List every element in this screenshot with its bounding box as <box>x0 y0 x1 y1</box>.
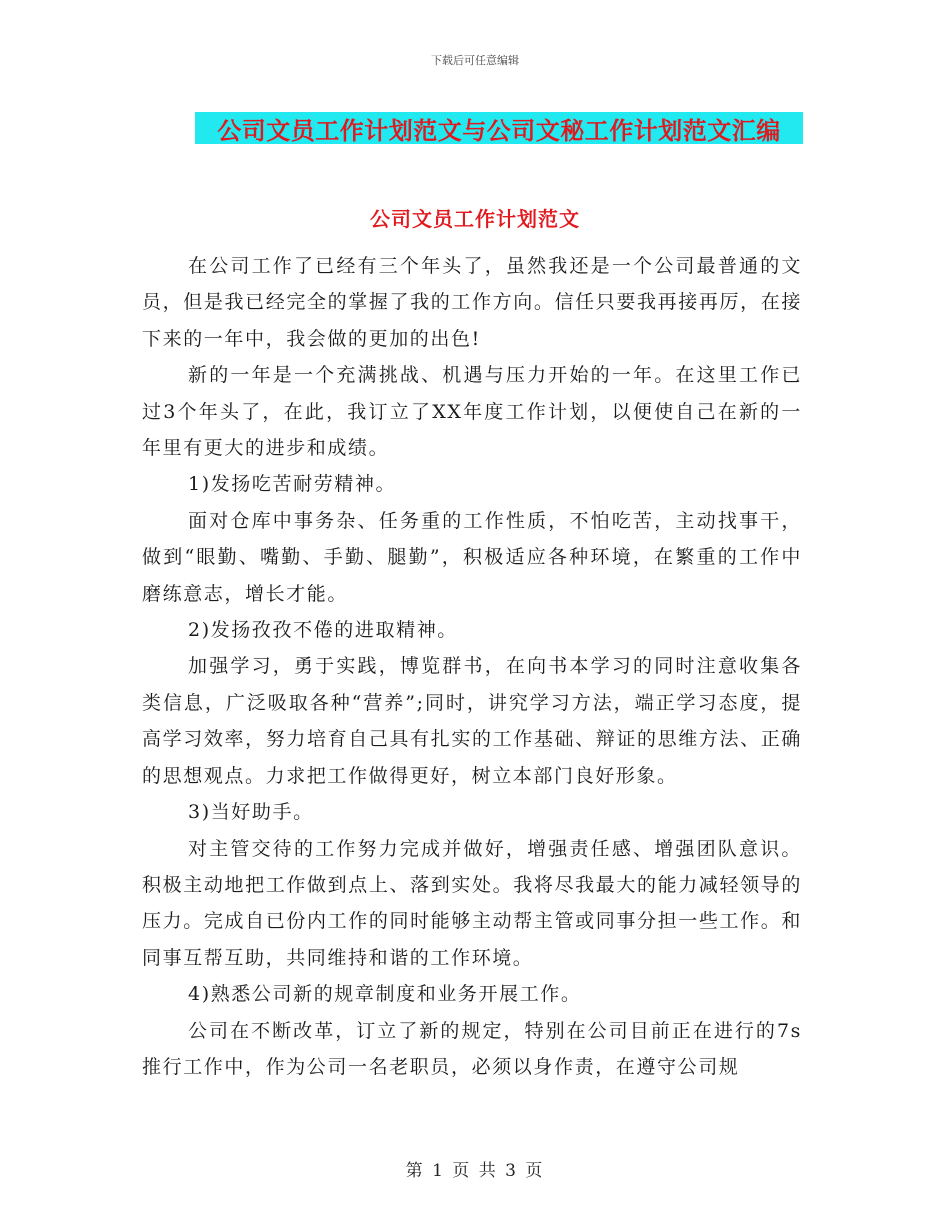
list-heading: 4)熟悉公司新的规章制度和业务开展工作。 <box>188 983 582 1006</box>
main-title-highlight <box>195 112 803 144</box>
section-title: 公司文员工作计划范文 <box>370 207 580 231</box>
paragraph: 对主管交待的工作努力完成并做好，增强责任感、增强团队意识。积极主动地把工作做到点上、落到实处。我将尽我最大的能力减轻领导的压力。完成自已份内工作的同时能够主动帮主管或同事分担一些工作。和同事互帮互助，共同维持和谐的工作环境。 <box>142 837 802 969</box>
main-title: 公司文员工作计划范文与公司文秘工作计划范文汇编 <box>217 115 781 145</box>
document-body <box>142 248 802 1085</box>
paragraph: 公司在不断改革，订立了新的规定，特别在公司目前正在进行的7s推行工作中，作为公司一名老职员，必须以身作责，在遵守公司规 <box>142 1019 802 1078</box>
paragraph: 面对仓库中事务杂、任务重的工作性质，不怕吃苦，主动找事干，做到“眼勤、嘴勤、手勤、腿勤”，积极适应各种环境，在繁重的工作中磨练意志，增长才能。 <box>142 509 802 605</box>
paragraph: 在公司工作了已经有三个年头了，虽然我还是一个公司最普通的文员，但是我已经完全的掌握了我的工作方向。信任只要我再接再厉，在接下来的一年中，我会做的更加的出色! <box>142 255 802 350</box>
list-heading: 2)发扬孜孜不倦的进取精神。 <box>188 619 458 642</box>
header-note: 下载后可任意编辑 <box>431 54 519 67</box>
paragraph: 新的一年是一个充满挑战、机遇与压力开始的一年。在这里工作已过3个年头了，在此，我订立了XX年度工作计划，以便使自己在新的一年里有更大的进步和成绩。 <box>142 364 802 460</box>
list-heading: 1)发扬吃苦耐劳精神。 <box>188 473 397 496</box>
paragraph: 加强学习，勇于实践，博览群书，在向书本学习的同时注意收集各类信息，广泛吸取各种“营养”;同时，讲究学习方法，端正学习态度，提高学习效率，努力培育自己具有扎实的工作基础、辩证的思维方法、正确的思想观点。力求把工作做得更好，树立本部门良好形象。 <box>142 655 802 787</box>
list-heading: 3)当好助手。 <box>188 801 314 824</box>
page-number-footer: 第 1 页 共 3 页 <box>405 1161 545 1181</box>
